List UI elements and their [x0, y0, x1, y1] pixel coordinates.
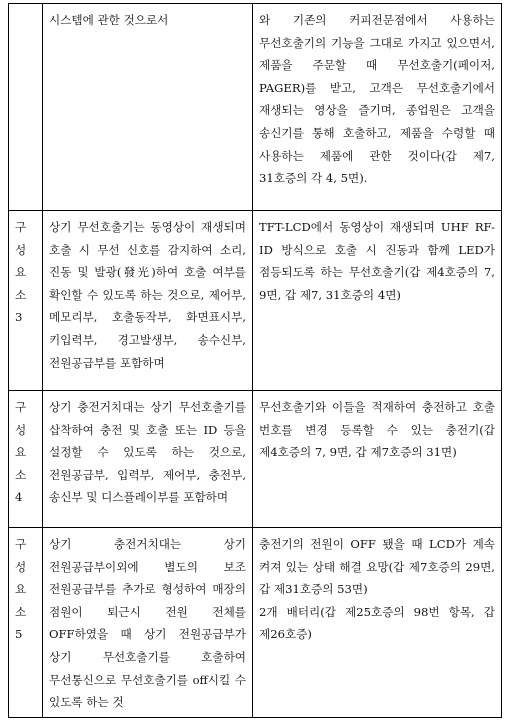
- reference-text: 와 기존의 커피전문점에서 사용하는 무선호출기의 기능을 그대로 가지고 있으면서, 제품을 주문할 때 무선호출기(페이저, PAGER)를 받고, 고객은 무선호출기에서 재생되는 영상을 즐기며, 종업원은 고객을 송신기를 통해 호출하고, 제품을 수령할 때 사용하는 제품에 관한 것이다(갑 제7, 31호증의 각 4, 5면).: [259, 13, 495, 186]
- row-label-cell: [9, 391, 43, 528]
- reference-text: 충전기의 전원이 OFF 됐을 때 LCD가 계속 켜져 있는 상태 해결 요망(갑 제7호증의 29면, 갑 제31호증의 53면): [259, 537, 495, 597]
- row-label-cell: [9, 211, 43, 391]
- table-row: [9, 391, 502, 528]
- claim-cell: 상기 충전거치대는 상기 전원공급부이외에 별도의 보조 전원공급부를 추가로 형성하여 매장의 점원이 퇴근시 전원 전체를 OFF하였을 때 상기 전원공급부가 상기 무선호출기를 호출하여 무선통신으로 무선호출기를 off시킬 수 있도록 하는 것: [43, 528, 253, 718]
- table-row: [9, 211, 502, 391]
- claim-cell: 상기 무선호출기는 동영상이 재생되며 호출 시 무선 신호를 감지하여 소리, 진동 및 발광(發光)하여 호출 여부를 확인할 수 있도록 하는 것으로, 제어부, 메모리부, 호출동작부, 화면표시부, 키입력부, 경고발생부, 송수신부, 전원공급부를 포함하며: [43, 211, 253, 391]
- reference-text: 무선호출기와 이들을 적재하여 충전하고 호출 번호를 변경 등록할 수 있는 충전기(갑 제4호증의 7, 9면, 갑 제7호증의 31면): [259, 400, 495, 460]
- claim-cell: 상기 충전거치대는 상기 무선호출기를 삽착하여 충전 및 호출 또는 ID 등을 설정할 수 있도록 하는 것으로, 전원공급부, 입력부, 제어부, 충전부, 송신부 및 디스플레이부를 포함하며: [43, 391, 253, 528]
- row-label: 구성요소5: [15, 537, 27, 642]
- reference-cell: [253, 528, 502, 718]
- reference-cell: [253, 391, 502, 528]
- reference-text: 2개 배터리(갑 제25호증의 98번 항목, 갑 제26호증): [259, 604, 495, 642]
- reference-cell: [253, 211, 502, 391]
- row-label: 구성요소4: [15, 400, 27, 505]
- table-row: [9, 528, 502, 718]
- reference-cell: [253, 4, 502, 211]
- row-label-cell: [9, 528, 43, 718]
- comparison-table: [8, 3, 502, 718]
- table-row: [9, 4, 502, 211]
- claim-cell: 시스템에 관한 것으로서: [43, 4, 253, 211]
- reference-text: TFT-LCD에서 동영상이 재생되며 UHF RF-ID 방식으로 호출 시 진동과 함께 LED가 점등되도록 하는 무선호출기(갑 제4호증의 7, 9면, 갑 제7, 31호증의 4면): [259, 220, 495, 302]
- row-label: 구성요소3: [15, 220, 27, 325]
- row-label-cell: [9, 4, 43, 211]
